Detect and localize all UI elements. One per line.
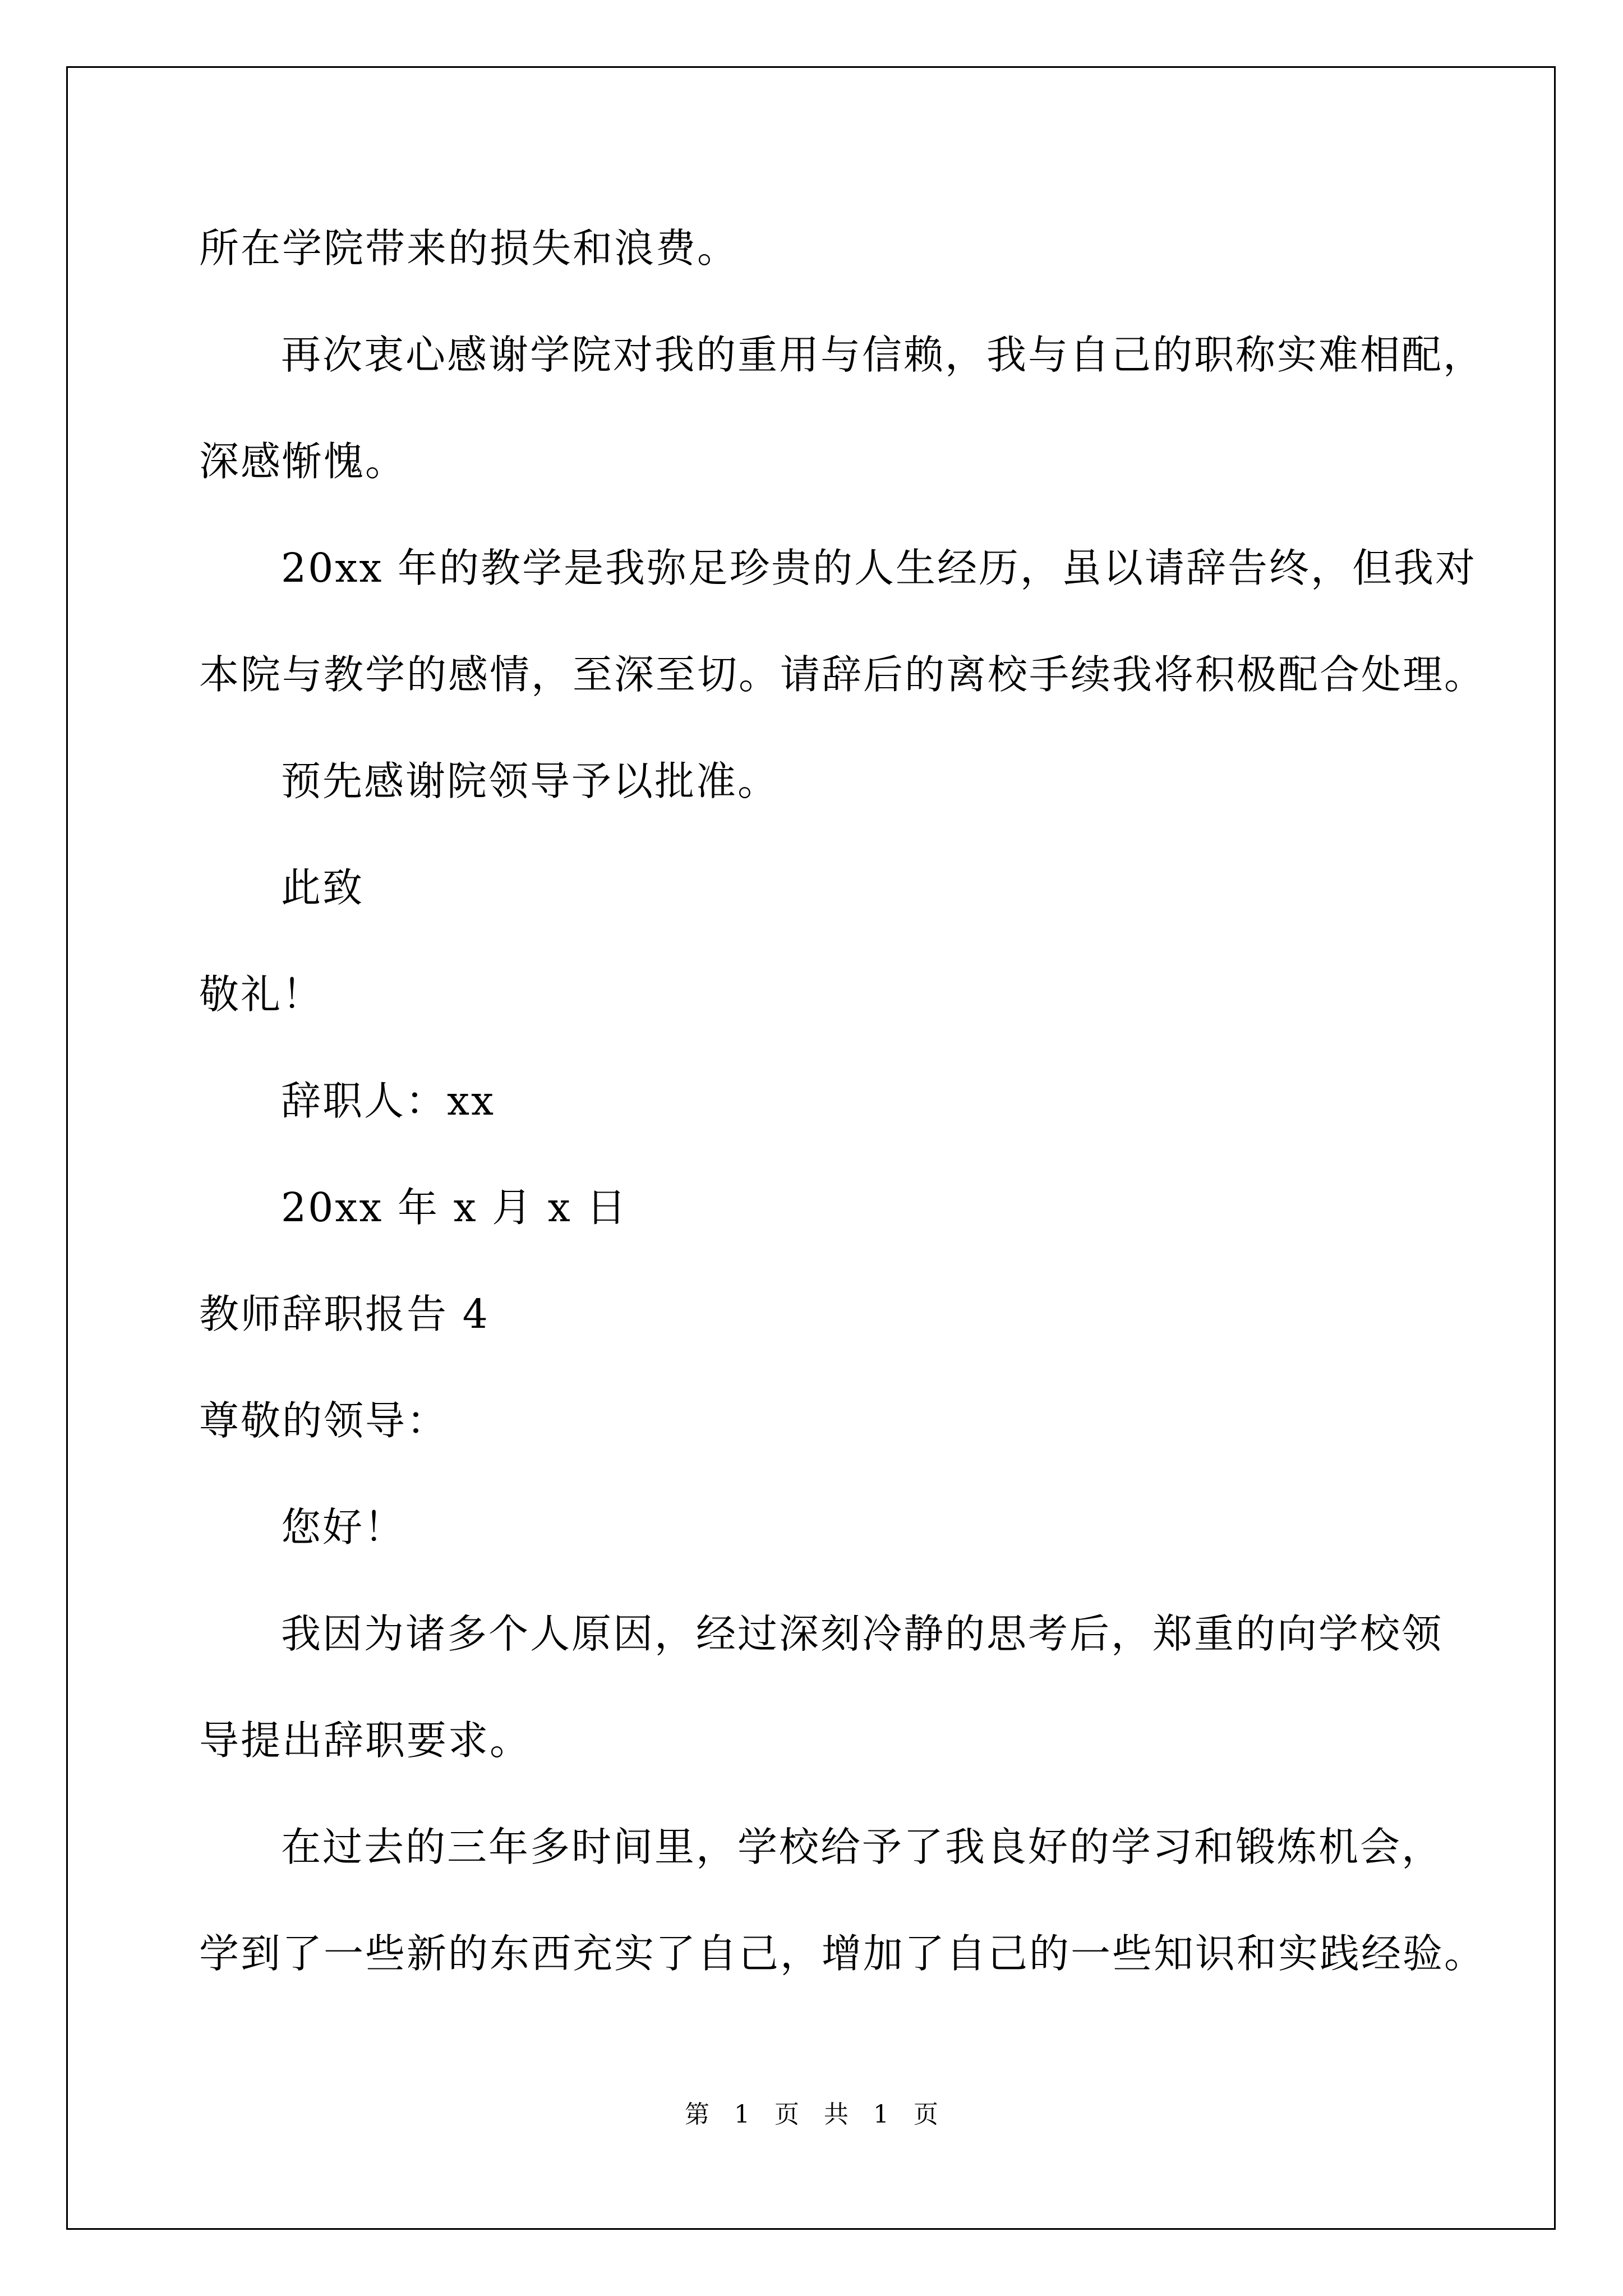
text-line: 预先感谢院领导予以批准。 — [281, 758, 780, 804]
text-line: 学到了一些新的东西充实了自己，增加了自己的一些知识和实践经验。 — [199, 1930, 1486, 1977]
text-line: 20xx 年的教学是我弥足珍贵的人生经历，虽以请辞告终，但我对 — [281, 545, 1477, 591]
text-line: 此致 — [281, 864, 365, 911]
text-line: 本院与教学的感情，至深至切。请辞后的离校手续我将积极配合处理。 — [199, 651, 1486, 698]
text-line: 在过去的三年多时间里，学校给予了我良好的学习和锻炼机会， — [281, 1824, 1444, 1870]
text-line: 教师辞职报告 4 — [199, 1291, 490, 1337]
text-line: 尊敬的领导： — [199, 1397, 449, 1444]
page-footer: 第 1 页 共 1 页 — [685, 2100, 938, 2129]
text-line: 导提出辞职要求。 — [199, 1717, 532, 1764]
document-body — [199, 218, 1486, 2030]
text-line: 我因为诸多个人原因，经过深刻冷静的思考后，郑重的向学校领 — [281, 1611, 1444, 1657]
text-line: 您好！ — [281, 1504, 406, 1550]
text-line: 深感惭愧。 — [199, 438, 407, 485]
text-line: 再次衷心感谢学院对我的重用与信赖，我与自己的职称实难相配， — [281, 332, 1485, 378]
text-line: 所在学院带来的损失和浪费。 — [199, 225, 739, 272]
text-line: 敬礼！ — [199, 971, 324, 1018]
text-line: 20xx 年 x 月 x 日 — [281, 1184, 628, 1231]
text-line: 辞职人：xx — [281, 1078, 496, 1124]
